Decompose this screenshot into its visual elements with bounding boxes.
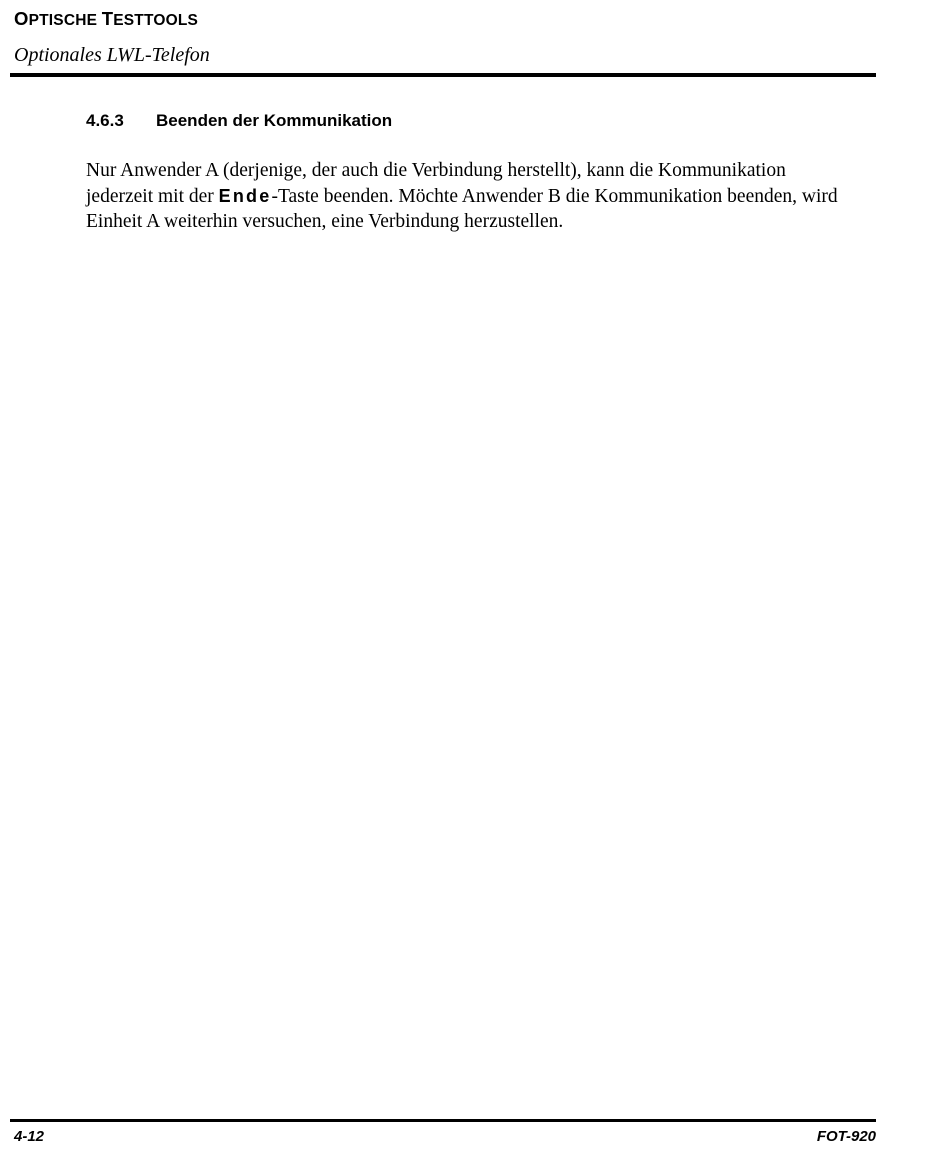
header-title [14,8,198,30]
paragraph-text-1: Nur Anwender A (derjenige, der auch die Verbindung herstellt), kann die Kommunikation jederzeit mit der [86,160,786,207]
paragraph-text-2: -Taste beenden. Möchte Anwender B die Kommunikation beenden, wird Einheit A weiterhin versuchen, eine Verbindung herzustellen. [86,185,838,232]
header-subtitle: Optionales LWL-Telefon [14,44,210,66]
header-title-text-2: ESTTOOLS [113,12,199,29]
section-title: Beenden der Kommunikation [156,111,393,130]
header-divider [10,73,876,77]
body-paragraph [86,158,846,235]
header-title-text-1: PTISCHE [28,12,102,29]
section-heading [86,111,392,131]
footer-page-number: 4-12 [14,1128,45,1145]
footer-document-code: FOT-920 [816,1128,876,1145]
footer-divider [10,1119,876,1122]
section-number: 4.6.3 [86,111,124,130]
key-label-ende: Ende [218,185,272,206]
header-title-cap-t: T [101,8,114,29]
header-title-cap-o: O [14,8,29,29]
